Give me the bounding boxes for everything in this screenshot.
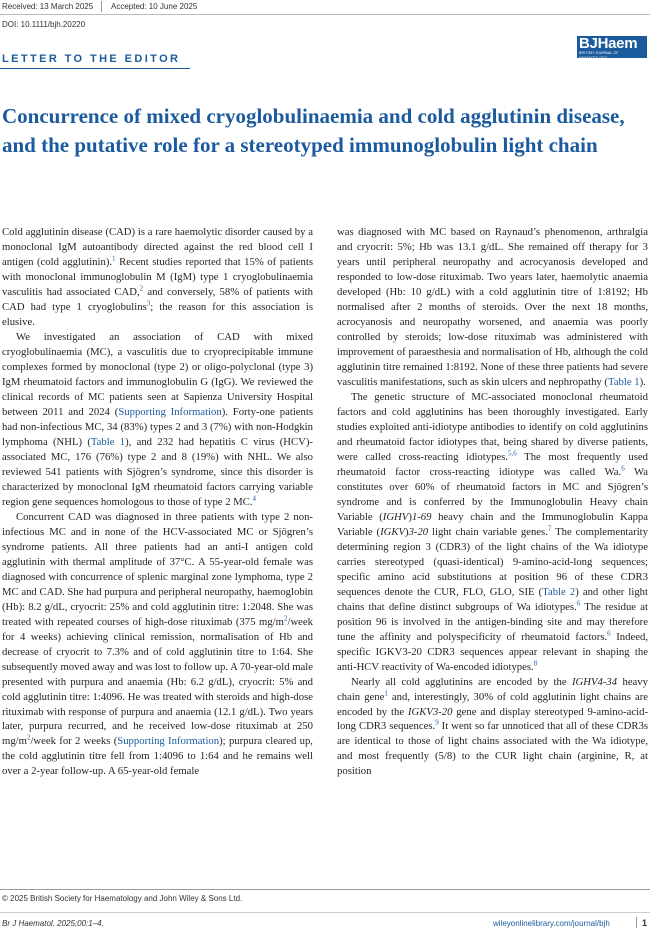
body-text: The most frequently used rheumatoid factor cross-reacting idiotype was called Wa. <box>337 450 648 478</box>
left-column-paragraph <box>2 510 313 780</box>
page-number: 1 <box>642 918 648 928</box>
body-text: Indeed, specific IGKV3-20 CDR3 sequences appear relevant in shaping the anti-HCV reactivity of Wa-encoded idiotypes. <box>337 630 648 673</box>
inline-link[interactable]: Table 1 <box>90 435 126 448</box>
reference-link[interactable]: 2 <box>139 284 144 293</box>
gene-name: IGHV <box>382 510 409 523</box>
left-column-paragraph <box>2 330 313 510</box>
body-text: gene and display stereotyped 9-amino-acid-long CDR3 sequences. <box>337 705 648 733</box>
body-text: and, interestingly, 30% of cold agglutinin light chains are encoded by the <box>337 690 648 718</box>
journal-link[interactable]: wileyonlinelibrary.com/journal/bjh <box>493 919 610 928</box>
body-text: and conversely, 58% of patients with CAD had type 1 cryoglobulins <box>2 285 313 313</box>
body-text: ) <box>408 510 412 523</box>
inline-link[interactable]: Table 2 <box>542 585 576 598</box>
body-text: It went so far unnoticed that all of these CDR3s are identical to those of light chains associated with the Wa idiotype, and most frequently (5/8) to the CUR light chain (arginine, R, at position <box>337 720 648 778</box>
body-text: ), and 232 had hepatitis C virus (HCV)-associated MC, 176 (76%) type 2 and 8 (19%) with NHL. We also reviewed 541 patients with Sjögren’s syndrome, since this disorder is characterized by monoclonal IgM rheumatoid factors carrying variable region gene sequences homologous to those of type 2 MC. <box>2 435 313 508</box>
citation-text: Br J Haematol. 2025;00:1–4. <box>2 919 104 928</box>
gene-name: IGKV <box>380 525 405 538</box>
gene-name: 1-69 <box>411 510 432 523</box>
body-text: heavy chain and the Immunoglobulin Kappa Variable ( <box>337 510 648 538</box>
reference-link[interactable]: 1 <box>112 254 116 263</box>
gene-name: IGHV4-34 <box>571 675 618 688</box>
body-text: /week for 2 weeks ( <box>30 735 118 748</box>
reference-link[interactable]: 4 <box>252 494 257 503</box>
header-bar <box>0 0 650 14</box>
right-column-paragraph <box>337 225 648 390</box>
body-text: Cold agglutinin disease (CAD) is a rare haemolytic disorder caused by a monoclonal IgM autoantibody directed against the red blood cell I antigen (cold agglutinin). <box>2 226 313 268</box>
left-column-paragraph <box>2 225 313 330</box>
reference-link[interactable]: 1 <box>384 688 388 697</box>
header-separator <box>101 1 102 12</box>
inline-link[interactable]: Supporting Information <box>118 405 222 418</box>
reference-link[interactable]: 6 <box>576 599 581 608</box>
body-text: ) and other light chains that define distinct subgroups of Wa idiotypes. <box>337 585 648 613</box>
footer-rule-2 <box>0 912 650 913</box>
logo-subtitle: BRITISH JOURNAL OF HAEMATOLOGY <box>579 51 619 60</box>
body-text: heavy chain gene <box>337 675 648 703</box>
body-text: ) <box>405 525 409 538</box>
body-text: light chain variable genes. <box>428 525 548 538</box>
reference-link[interactable]: 8 <box>533 658 538 667</box>
copyright: © 2025 British Society for Haematology and John Wiley & Sons Ltd. <box>2 894 243 903</box>
right-column-paragraph <box>337 675 648 780</box>
body-text: ); purpura cleared up, the cold agglutinin titre fell from 1:4096 to 1:64 and he remains well over a 2-year follow-up. A 65-year-old female <box>2 735 313 778</box>
reference-link[interactable]: 6 <box>621 464 625 473</box>
left-column <box>2 225 313 883</box>
right-column-paragraph <box>337 390 648 675</box>
body-text: Concurrent CAD was diagnosed in three patients with type 2 non-infectious MC and in none of the HCV-associated MC or Sjögren’s syndrome patients. All three patients had an anti-I antigen cold agglutinin with thermal amplitude of 37°C. A 55-year-old female was diagnosed with concurrence of splenic marginal zone lymphoma, type 2 MC and CAD. She had purpura and peripheral neuropathy, haemoglobin (Hb): 8.2 g/dL, cryocrit: 25% and cold agglutinin titre: 1:2048. She was treated with repeated courses of high-dose rituximab (375 mg/m <box>2 510 313 628</box>
citation <box>2 919 104 928</box>
gene-name: IGKV3-20 <box>407 705 453 718</box>
accepted-date: Accepted: 10 June 2025 <box>111 2 198 11</box>
inline-link[interactable]: Supporting Information <box>117 735 220 748</box>
footer-rule <box>0 889 650 890</box>
body-text: Recent studies reported that 15% of patients with monoclonal immunoglobulin M (IgM) type 1 cryoglobulinaemia vasculitis had associated CAD, <box>2 255 313 298</box>
inline-link[interactable]: Table 1 <box>608 375 640 388</box>
journal-logo <box>577 36 647 58</box>
reference-link[interactable]: 3 <box>146 299 151 308</box>
gene-name: 3-20 <box>408 525 429 538</box>
body-text: was diagnosed with MC based on Raynaud’s phenomenon, arthralgia and cryocrit: 5%; Hb was 13.1 g/dL. She remained off therapy for 3 years until peripheral neuropathy and acrocyanosis developed and responded to low-dose rituximab. Two years later, haemolytic anaemia developed (Hb: 10 g/dL) with a cold agglutinin titre of 1:8192; Hb normalised after 2 months of steroids. Over the next 18 months, acrocyanosis and neuropathy worsened, and anaemia was poorly controlled by steroids; low-dose rituximab was administered with improvement of paraesthesia and normalisation of Hb, although the cold agglutinin titre remained 1:8192. None of these three patients had severe vasculitis manifestations, such as skin ulcers and nephropathy ( <box>337 226 648 388</box>
reference-link[interactable]: 2 <box>26 733 31 742</box>
right-column <box>337 225 648 883</box>
reference-link[interactable]: 6 <box>607 629 611 638</box>
reference-link[interactable]: 9 <box>435 718 439 727</box>
logo-main: BJHaem <box>579 35 638 52</box>
page-number-separator <box>636 917 637 928</box>
body-text: Wa constitutes over 60% of rheumatoid factors in MC and Sjögren’s syndrome and is conferred by the Immunoglobulin Heavy chain Variable ( <box>337 465 648 523</box>
body-text: /week for 4 weeks) achieving clinical remission, normalisation of Hb and decrease of cryocrit to 7.3% and of cold agglutinin titre to 1:64. She subsequently moved away and was lost to follow up. A 70-year-old male presented with purpura and anaemia (Hb: 6.2 g/dL), cryocrit: 5% and cold agglutinin titre: 1:4096. He was treated with steroids and high-dose rituximab with response of purpura and anaemia (12.1 g/dL). Two years later, purpura recurred, and he received low-dose rituximab at 250 mg/m <box>2 615 313 748</box>
section-rule <box>0 68 190 69</box>
body-text: We investigated an association of CAD with mixed cryoglobulinaemia (MC), a vasculitis due to cryoprecipitable immune complexes formed by monoclonal (type 2) or oligo-polyclonal (type 3) IgM rheumatoid factors and immunoglobulin G (IgG). We reviewed the clinical records of MC patients seen at Sapienza University Hospital between 2011 and 2024 ( <box>2 330 313 418</box>
body-text: ; the reason for this association is elusive. <box>2 300 313 328</box>
body-text: ). <box>639 375 646 388</box>
reference-link[interactable]: 5,6 <box>507 449 517 458</box>
body-text: The complementarity determining region 3 (CDR3) of the light chains of the Wa idiotype carries stereotyped (quasi-identical) 9-amino-acid-long sequences; specific amino acid substitutions at position 96 of these CDR3 sequences denote the CUR, FLO, GLO, SIE ( <box>337 525 648 598</box>
reference-link[interactable]: 7 <box>547 524 552 533</box>
body-text: The genetic structure of MC-associated monoclonal rheumatoid factors and cold agglutinins has been thoroughly investigated. Early studies exploited anti-idiotype antibodies to identify on cold agglutinins and rheumatoid factor idiotypes that, being shared by diverse patients, were called cross-reacting idiotypes. <box>337 390 648 463</box>
received-date: Received: 13 March 2025 <box>2 2 94 11</box>
body-text: Nearly all cold agglutinins are encoded by the <box>351 675 572 688</box>
section-label: LETTER TO THE EDITOR <box>2 53 181 65</box>
reference-link[interactable]: 2 <box>283 614 288 623</box>
body-text: ). Forty-one patients had non-infectious MC, 34 (83%) types 2 and 3 (7%) with non-Hodgkin lymphoma (NHL) ( <box>2 405 313 448</box>
article-title: Concurrence of mixed cryoglobulinaemia and cold agglutinin disease, and the putative role for a stereotyped immunoglobulin light chain <box>2 104 625 157</box>
header-rule <box>0 14 650 15</box>
body-text: The residue at position 96 is involved in the antigen-binding site and may therefore tune the affinity and polyspecificity of rheumatoid factors. <box>337 600 648 643</box>
doi[interactable]: DOI: 10.1111/bjh.20220 <box>2 20 86 29</box>
